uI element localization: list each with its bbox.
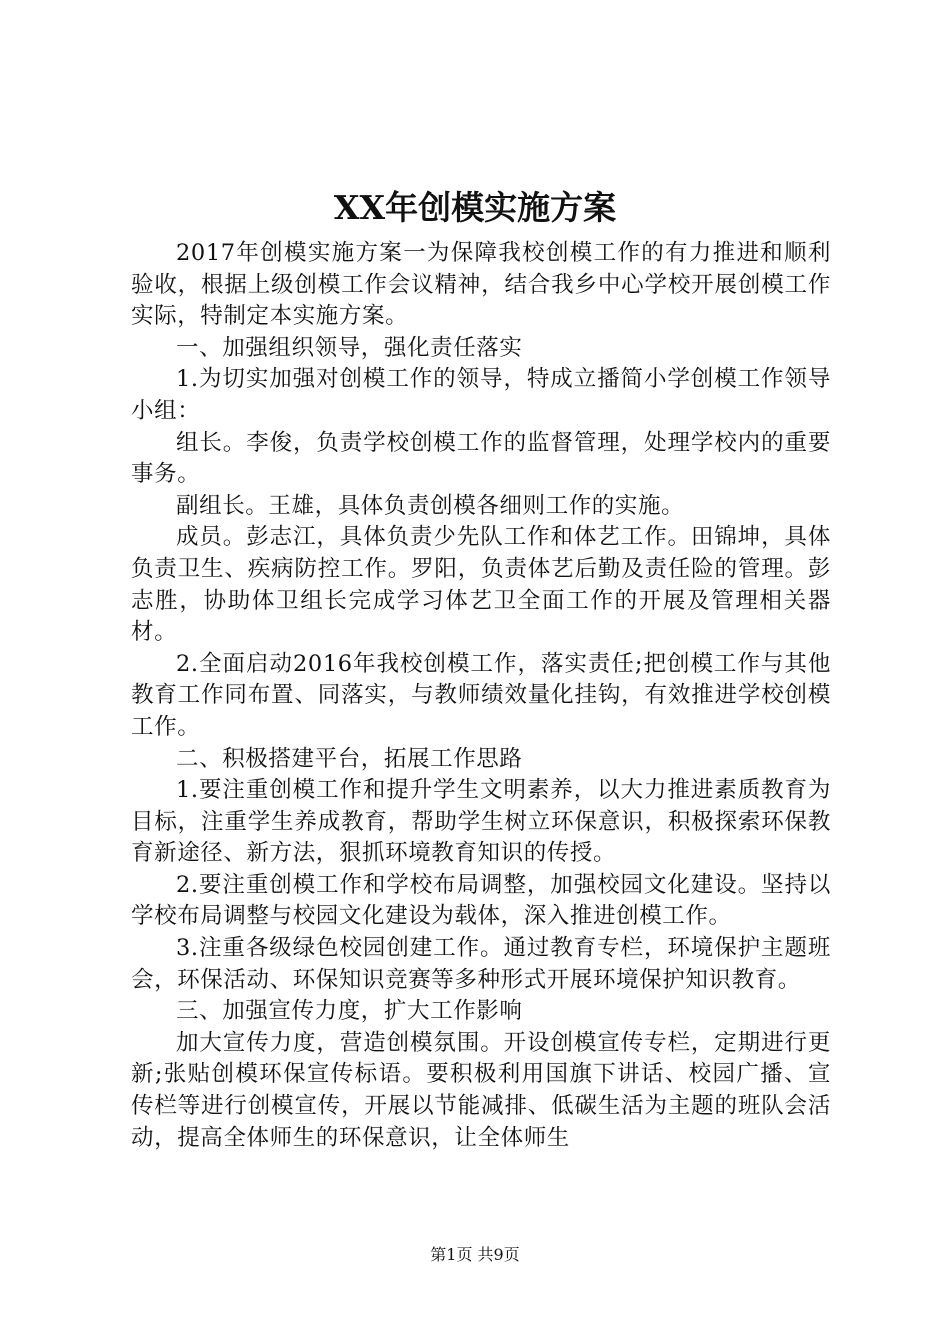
document-title: XX年创模实施方案 <box>333 188 617 227</box>
paragraph-1-2: 2.全面启动2016年我校创模工作，落实责任;把创模工作与其他教育工作同布置、同落实，与教师绩效量化挂钩，有效推进学校创模工作。 <box>131 650 831 740</box>
paragraph-1-1: 1.为切实加强对创模工作的领导，特成立播简小学创模工作领导小组： <box>131 366 831 424</box>
page-footer: 第1页 共9页 <box>430 1245 520 1264</box>
paragraph-leader: 组长。李俊，负责学校创模工作的监督管理，处理学校内的重要事务。 <box>131 429 831 488</box>
section-heading-1: 一、加强组织领导，强化责任落实 <box>176 334 523 361</box>
paragraph-intro: 2017年创模实施方案一为保障我校创模工作的有力推进和顺利验收，根据上级创模工作会议精神，结合我乡中心学校开展创模工作实际，特制定本实施方案。 <box>131 240 831 330</box>
section-heading-3: 三、加强宣传力度，扩大工作影响 <box>176 998 523 1025</box>
paragraph-3-1: 加大宣传力度，营造创模氛围。开设创模宣传专栏，定期进行更新;张贴创模环保宣传标语。要积极利用国旗下讲话、校园广播、宣传栏等进行创模宣传，开展以节能减排、低碳生活为主题的班队会活动，提高全体师生的环保意识，让全体师生 <box>131 1029 831 1151</box>
paragraph-deputy-leader: 副组长。王雄，具体负责创模各细则工作的实施。 <box>176 492 685 519</box>
paragraph-members: 成员。彭志江，具体负责少先队工作和体艺工作。田锦坤，具体负责卫生、疾病防控工作。罗阳，负责体艺后勤及责任险的管理。彭志胜，协助体卫组长完成学习体艺卫全面工作的开展及管理相关器材。 <box>131 524 831 646</box>
paragraph-2-3: 3.注重各级绿色校园创建工作。通过教育专栏，环境保护主题班会，环保活动、环保知识竞赛等多种形式开展环境保护知识教育。 <box>131 935 831 993</box>
paragraph-2-1: 1.要注重创模工作和提升学生文明素养，以大力推进素质教育为目标，注重学生养成教育，帮助学生树立环保意识，积极探索环保教育新途径、新方法，狠抓环境教育知识的传授。 <box>131 777 831 867</box>
document-body <box>131 238 831 1154</box>
section-heading-2: 二、积极搭建平台，拓展工作思路 <box>176 745 523 772</box>
paragraph-2-2: 2.要注重创模工作和学校布局调整，加强校园文化建设。坚持以学校布局调整与校园文化建设为载体，深入推进创模工作。 <box>131 871 831 930</box>
